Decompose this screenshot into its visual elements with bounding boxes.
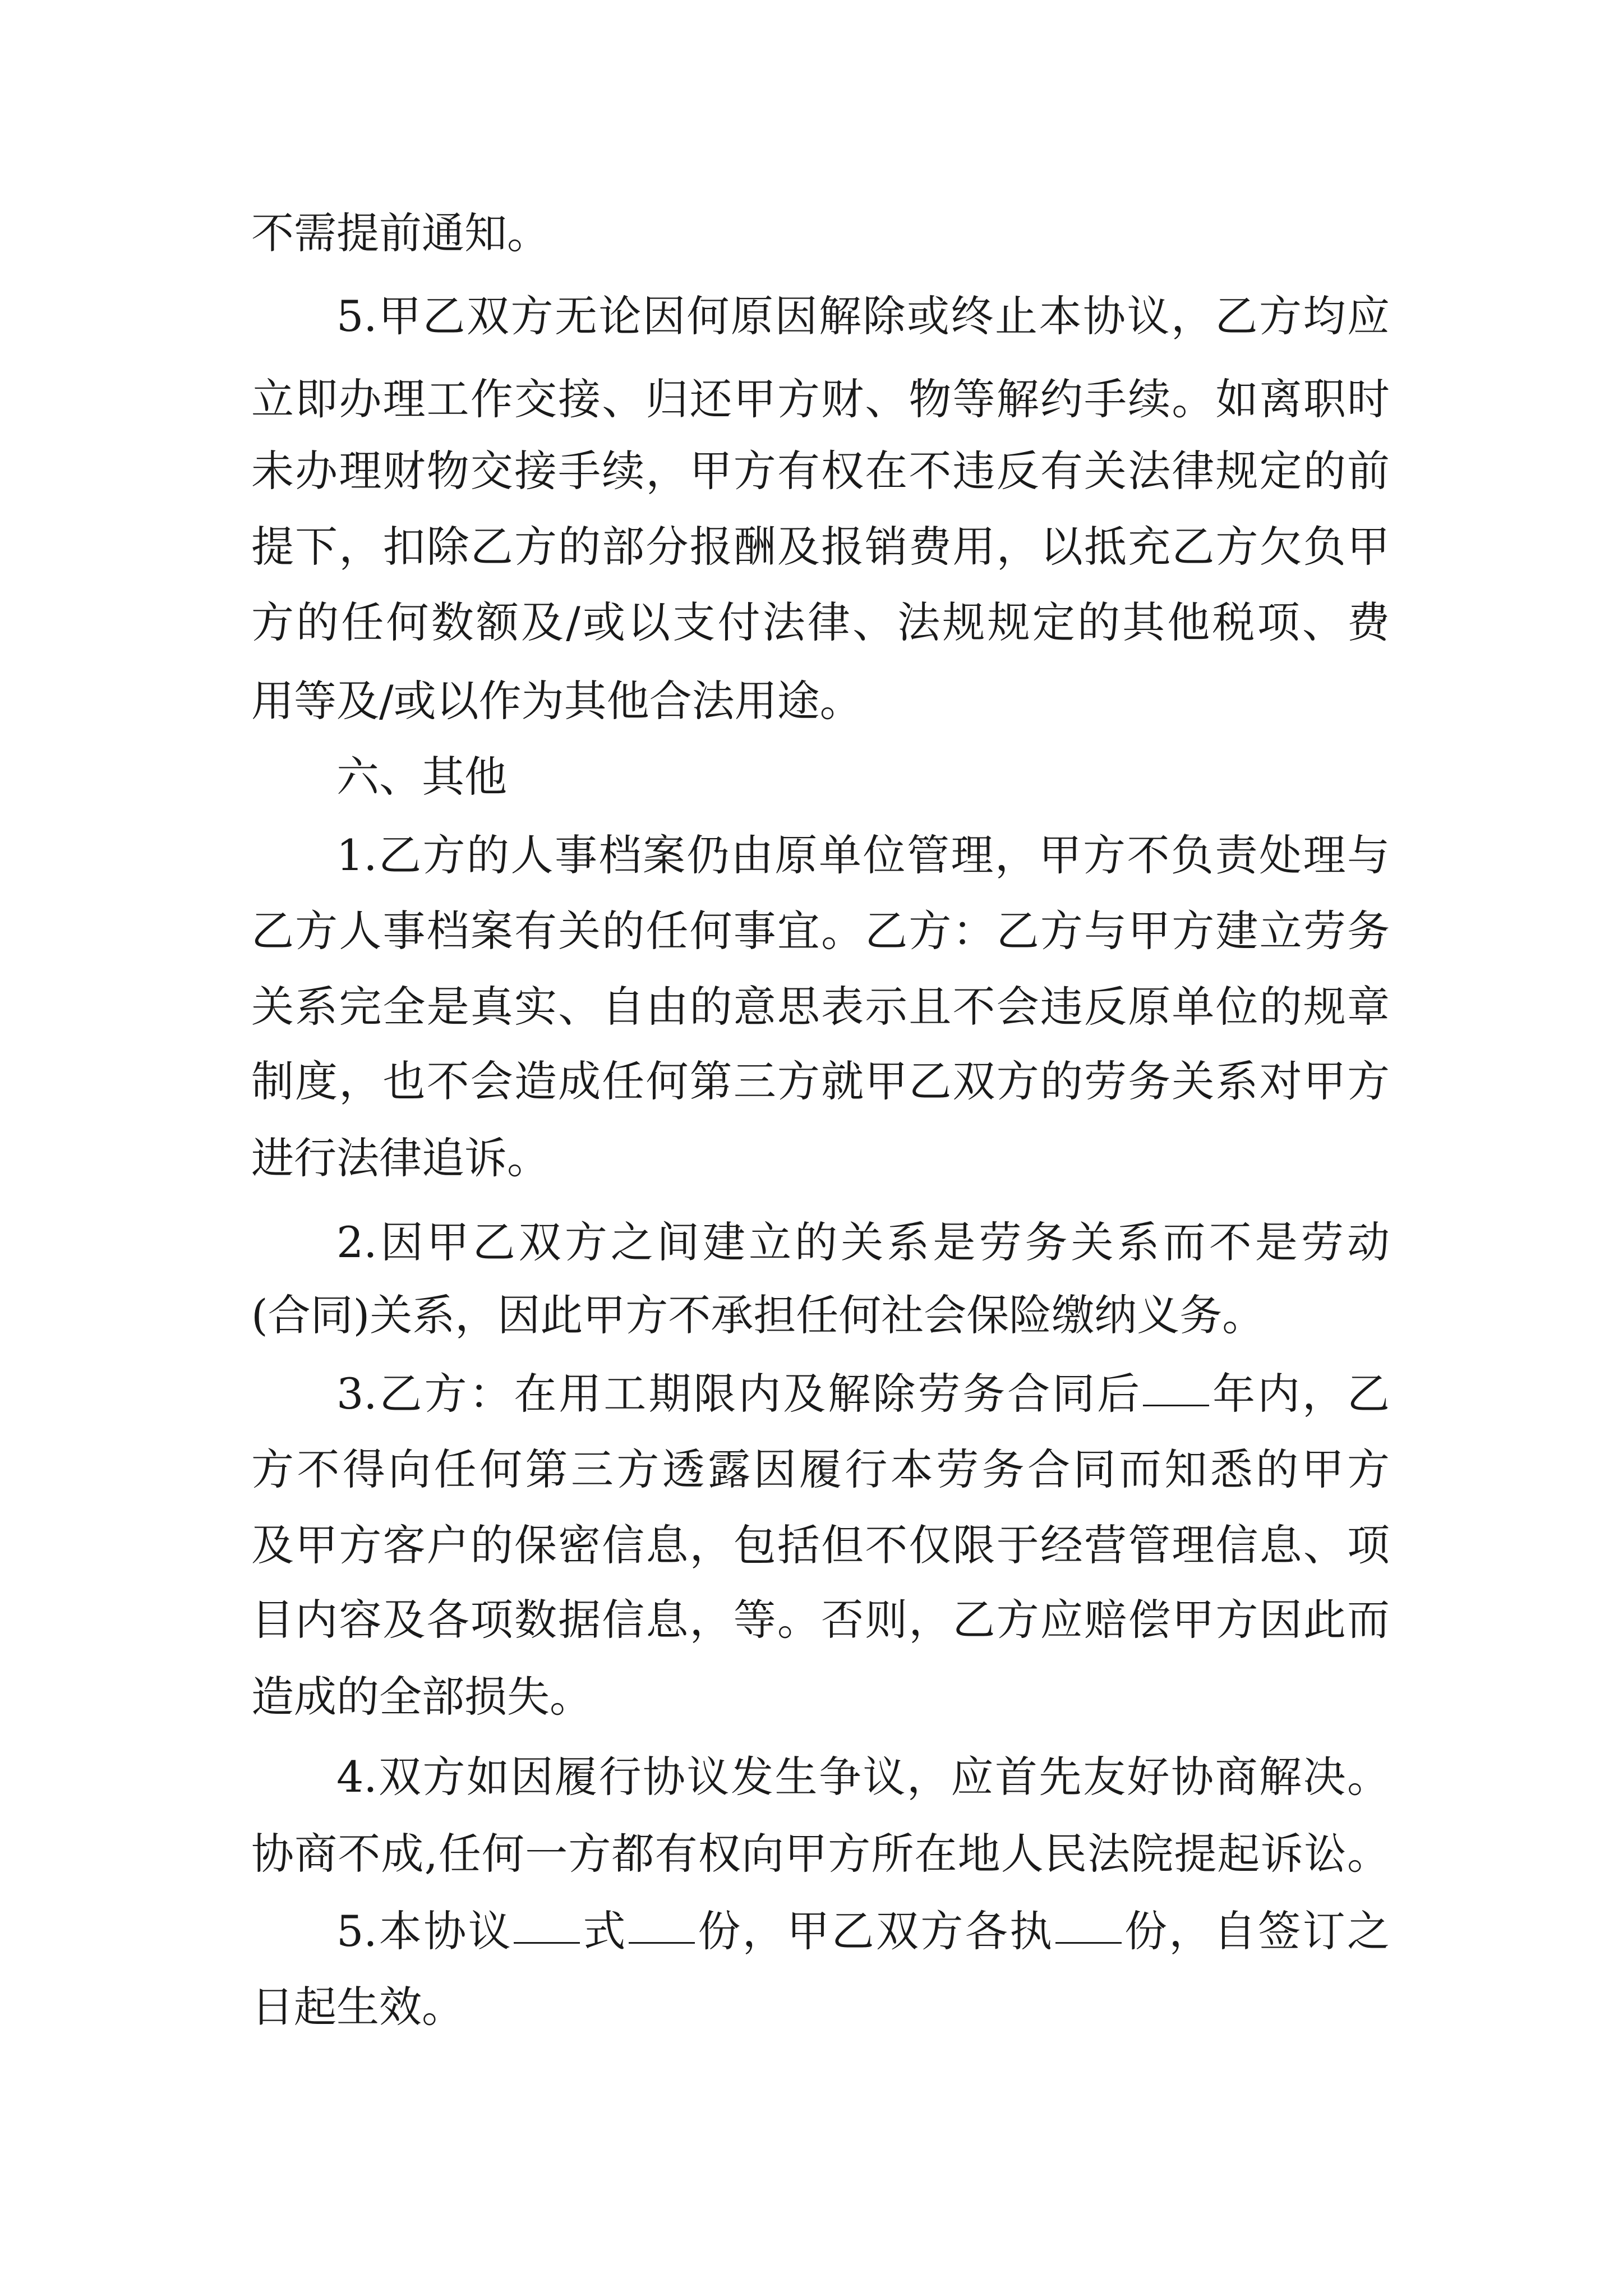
text-line: 造成的全部损失。 <box>251 1672 592 1722</box>
text-line: 及甲方客户的保密信息，包括但不仅限于经营管理信息、项 <box>251 1520 1390 1570</box>
text-line: 进行法律追诉。 <box>251 1133 550 1183</box>
text-line: 乙方人事档案有关的任何事宜。乙方：乙方与甲方建立劳务 <box>251 906 1390 956</box>
text-fragment: 份，甲乙双方各执 <box>695 1906 1054 1956</box>
text-fragment: 5.本协议 <box>336 1906 513 1956</box>
text-line: 未办理财物交接手续，甲方有权在不违反有关法律规定的前 <box>251 446 1390 496</box>
text-fragment: 年内，乙 <box>1210 1369 1390 1419</box>
text-line-with-blank <box>336 1360 1390 1428</box>
text-line: 方的任何数额及/或以支付法律、法规规定的其他税项、费 <box>251 597 1390 647</box>
text-fragment: 份，自签订之 <box>1122 1906 1390 1956</box>
text-line: 制度，也不会造成任何第三方就甲乙双方的劳务关系对甲方 <box>251 1056 1390 1106</box>
text-line: 用等及/或以作为其他合法用途。 <box>251 676 863 726</box>
fill-in-blank <box>514 1941 580 1944</box>
fill-in-blank <box>1143 1404 1209 1406</box>
text-line: 目内容及各项数据信息，等。否则，乙方应赔偿甲方因此而 <box>251 1595 1390 1645</box>
text-line: 1.乙方的人事档案仍由原单位管理，甲方不负责处理与 <box>336 830 1390 880</box>
text-line: 立即办理工作交接、归还甲方财、物等解约手续。如离职时 <box>251 374 1390 424</box>
text-line: 4.双方如因履行协议发生争议，应首先友好协商解决。 <box>336 1752 1390 1802</box>
text-line: 提下，扣除乙方的部分报酬及报销费用，以抵充乙方欠负甲 <box>251 522 1390 572</box>
section-heading: 六、其他 <box>336 752 507 802</box>
text-line: 协商不成,任何一方都有权向甲方所在地人民法院提起诉讼。 <box>251 1829 1390 1879</box>
text-line: 2.因甲乙双方之间建立的关系是劳务关系而不是劳动 <box>336 1217 1390 1267</box>
text-line: 方不得向任何第三方透露因履行本劳务合同而知悉的甲方 <box>251 1444 1390 1494</box>
text-fragment: 3.乙方：在用工期限内及解除劳务合同后 <box>336 1369 1142 1419</box>
text-line-with-blanks <box>336 1898 1390 1965</box>
fill-in-blank <box>1055 1941 1122 1944</box>
text-line: 不需提前通知。 <box>251 208 550 258</box>
text-fragment: 式 <box>581 1906 628 1956</box>
fill-in-blank <box>629 1941 695 1944</box>
text-line: (合同)关系，因此甲方不承担任何社会保险缴纳义务。 <box>251 1290 1265 1340</box>
text-line: 5.甲乙双方无论因何原因解除或终止本协议，乙方均应 <box>336 291 1390 341</box>
text-line: 日起生效。 <box>251 1982 464 2032</box>
text-line: 关系完全是真实、自由的意思表示且不会违反原单位的规章 <box>251 982 1390 1032</box>
